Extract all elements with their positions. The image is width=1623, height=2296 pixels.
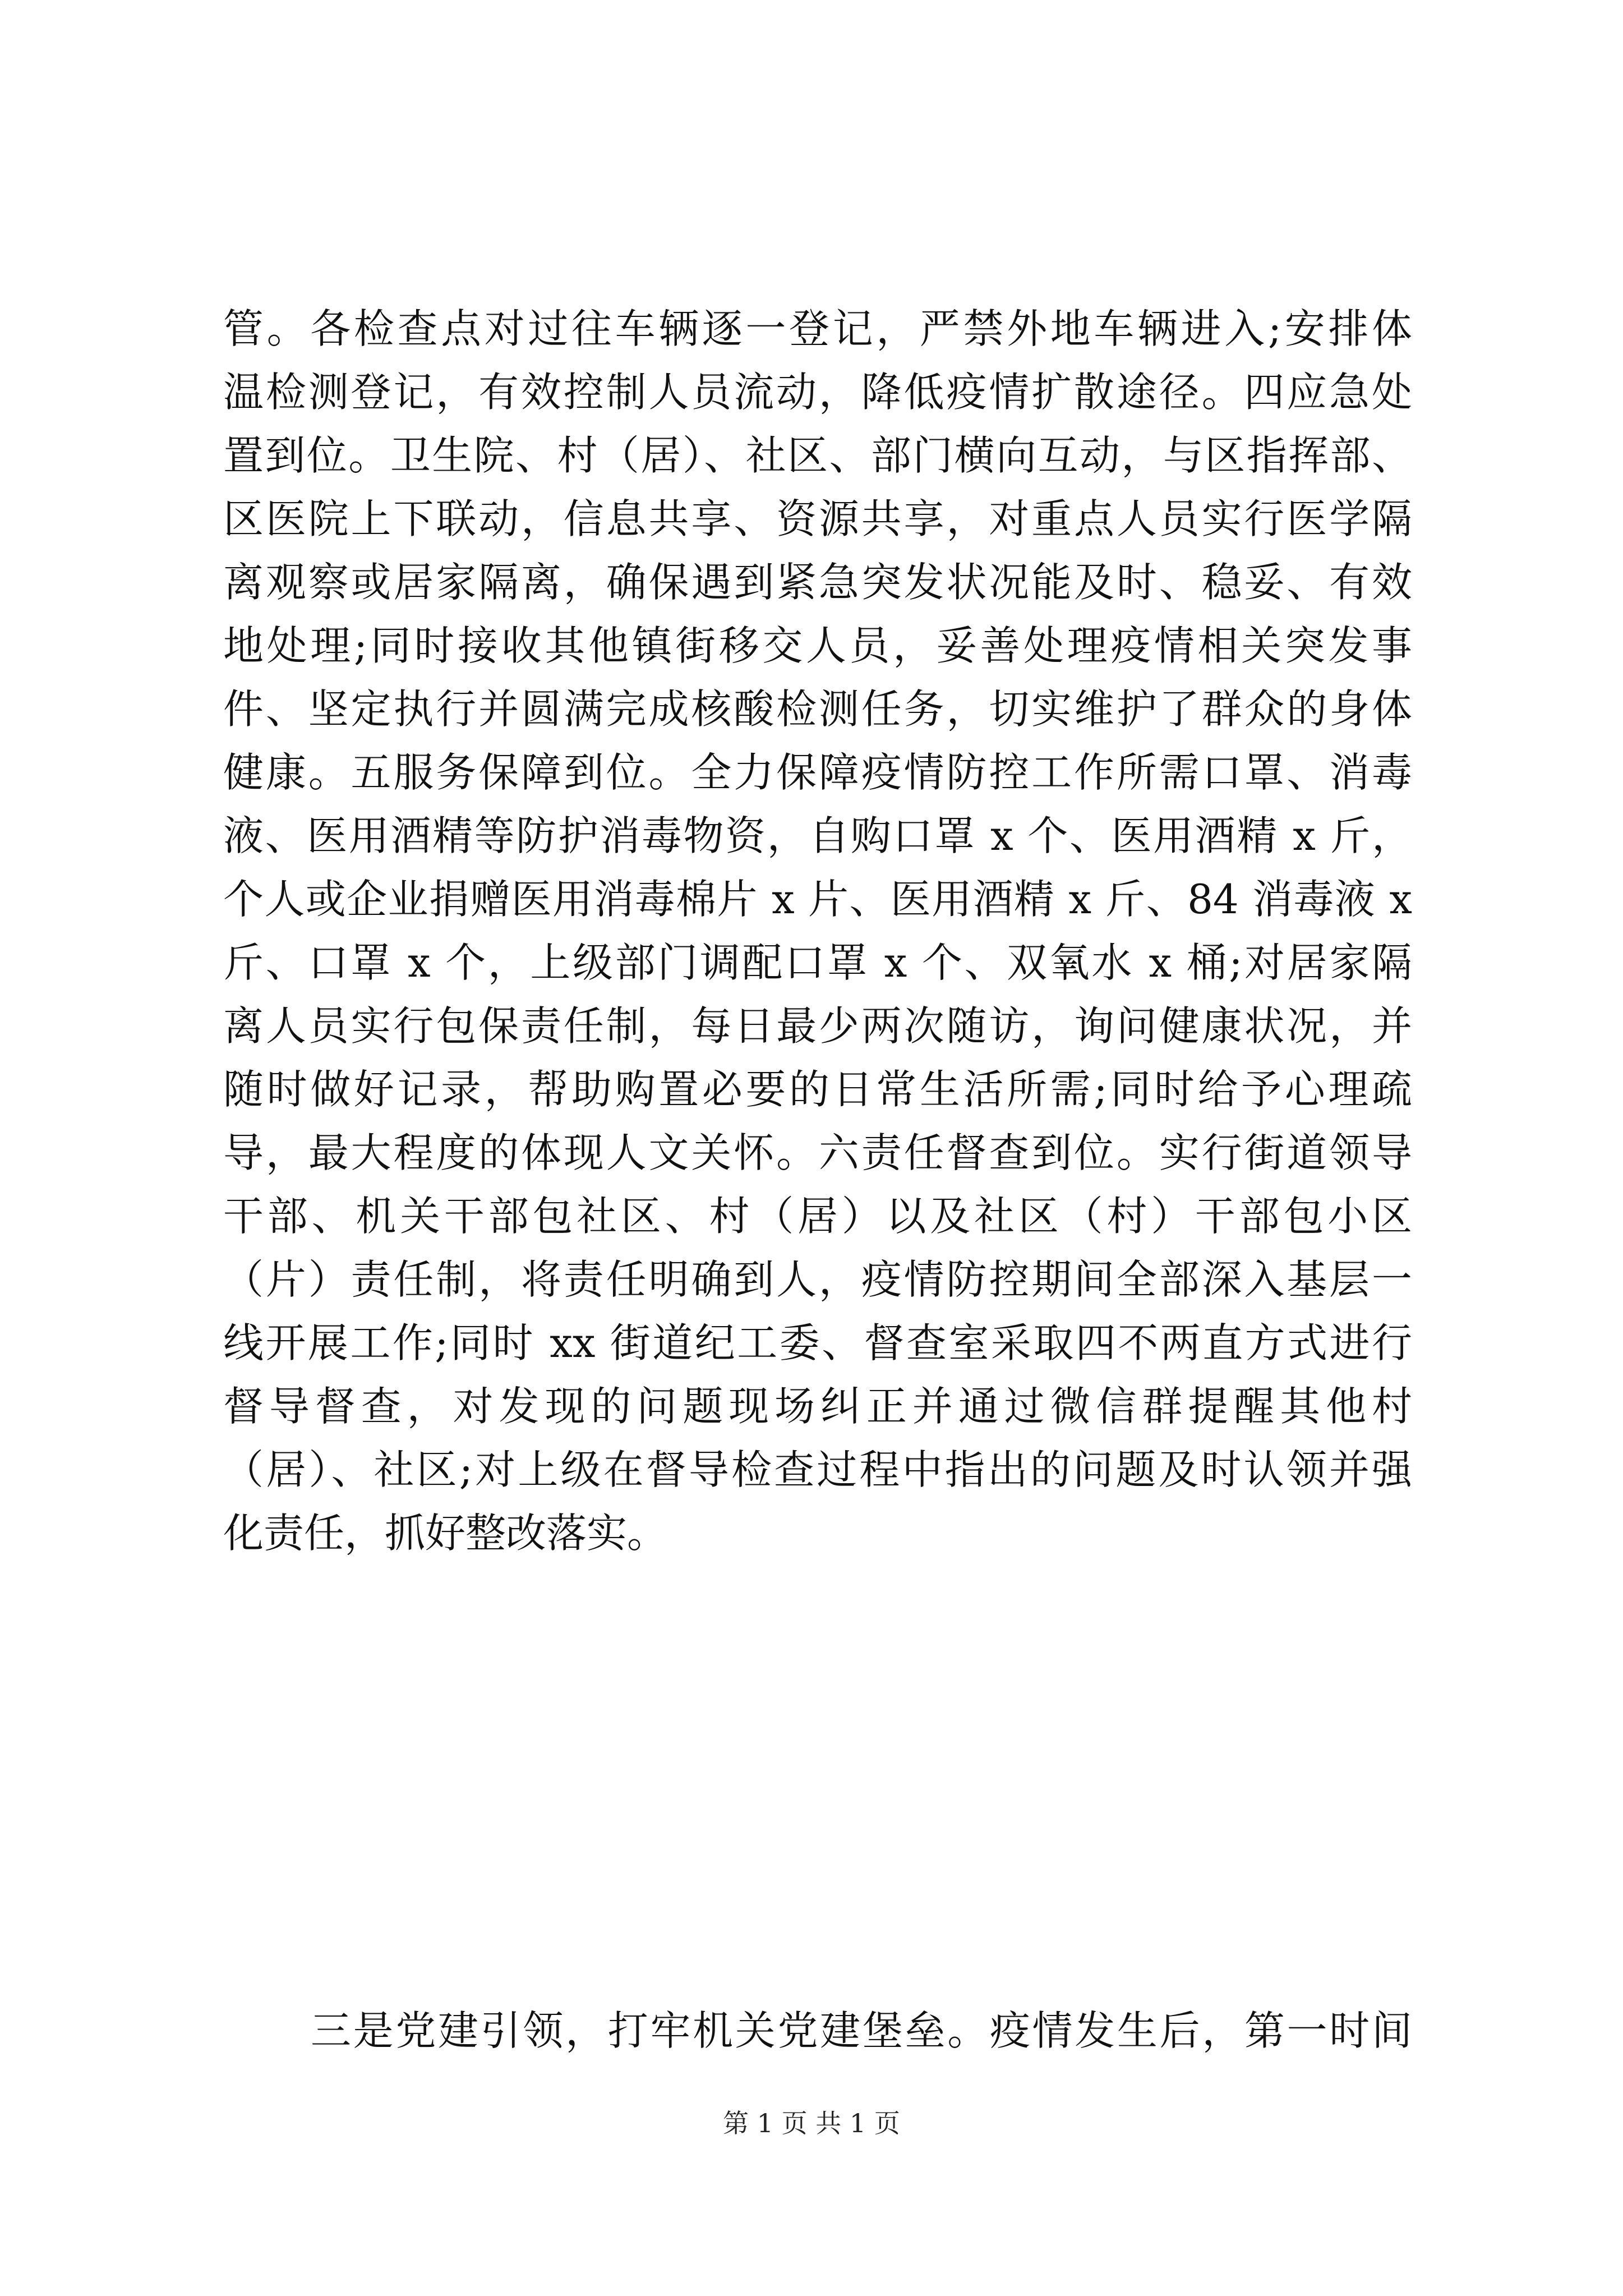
text-line: 三是党建引领，打牢机关党建堡垒。疫情发生后，第一时间 (311, 2007, 1412, 2054)
text-line: 液、医用酒精等防护消毒物资，自购口罩 x 个、医用酒精 x 斤， (223, 812, 1412, 859)
paragraph-1 (223, 297, 1412, 1565)
text-line: 置到位。卫生院、村（居）、社区、部门横向互动，与区指挥部、 (223, 432, 1412, 479)
text-line: 地处理;同时接收其他镇街移交人员，妥善处理疫情相关突发事 (223, 622, 1412, 669)
paragraph-2 (223, 1999, 1412, 2063)
text-line: 温检测登记，有效控制人员流动，降低疫情扩散途径。四应急处 (223, 369, 1412, 416)
text-line: 干部、机关干部包社区、村（居）以及社区（村）干部包小区 (223, 1193, 1412, 1240)
text-line: 化责任，抓好整改落实。 (223, 1510, 668, 1557)
text-line: 导，最大程度的体现人文关怀。六责任督查到位。实行街道领导 (223, 1129, 1412, 1176)
page-footer: 第 1 页 共 1 页 (723, 2108, 900, 2138)
text-line: 随时做好记录，帮助购置必要的日常生活所需;同时给予心理疏 (223, 1066, 1412, 1113)
text-line: 管。各检查点对过往车辆逐一登记，严禁外地车辆进入;安排体 (223, 305, 1412, 352)
text-line: 件、坚定执行并圆满完成核酸检测任务，切实维护了群众的身体 (223, 685, 1412, 733)
text-line: 离观察或居家隔离，确保遇到紧急突发状况能及时、稳妥、有效 (223, 559, 1412, 606)
text-line: 个人或企业捐赠医用消毒棉片 x 片、医用酒精 x 斤、84 消毒液 x (223, 876, 1412, 923)
text-line: 督导督查，对发现的问题现场纠正并通过微信群提醒其他村 (223, 1383, 1412, 1430)
text-line: （居）、社区;对上级在督导检查过程中指出的问题及时认领并强 (223, 1446, 1412, 1493)
text-line: （片）责任制，将责任明确到人，疫情防控期间全部深入基层一 (223, 1256, 1412, 1303)
text-line: 斤、口罩 x 个，上级部门调配口罩 x 个、双氧水 x 桶;对居家隔 (223, 939, 1412, 986)
text-line: 线开展工作;同时 xx 街道纪工委、督查室采取四不两直方式进行 (223, 1319, 1412, 1366)
text-line: 健康。五服务保障到位。全力保障疫情防控工作所需口罩、消毒 (223, 749, 1412, 796)
text-line: 离人员实行包保责任制，每日最少两次随访，询问健康状况，并 (223, 1002, 1412, 1050)
text-line: 区医院上下联动，信息共享、资源共享，对重点人员实行医学隔 (223, 495, 1412, 542)
